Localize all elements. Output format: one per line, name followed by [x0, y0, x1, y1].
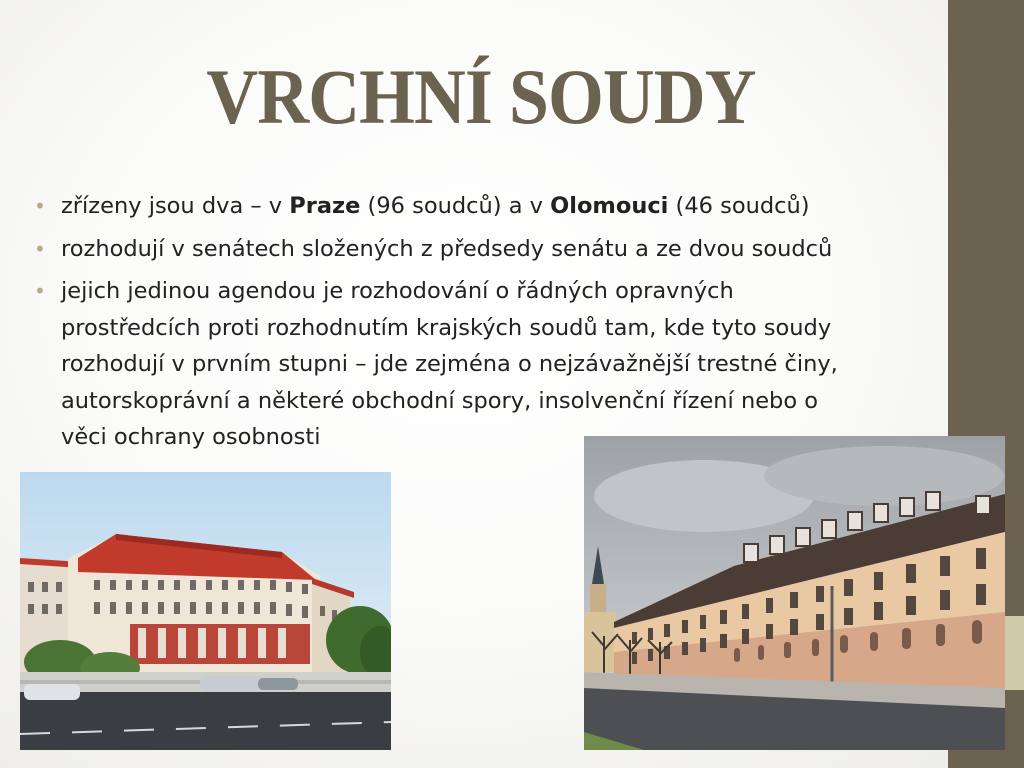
- bullet-1-text-a: zřízeny jsou dva – v: [61, 193, 290, 219]
- bullet-item-1: [34, 188, 934, 225]
- bullet-2-text: rozhodují v senátech složených z předsedy senátu a ze dvou soudců: [61, 235, 833, 262]
- bullet-item-3: [34, 273, 934, 456]
- bullet-1-text-c: (46 soudců): [668, 193, 810, 219]
- bullet-dot-icon: •: [34, 194, 46, 218]
- olomouc-court-photo: [584, 436, 1005, 750]
- bullet-3-line-1: jejich jedinou agendou je rozhodování o řádných opravných: [61, 278, 734, 304]
- side-band-accent: [1005, 616, 1024, 690]
- bullet-3-line-3: rozhodují v prvním stupni – jde zejména o nejzávažnější trestné činy,: [61, 351, 838, 377]
- bullet-1-text-b: (96 soudců) a v: [360, 193, 551, 219]
- olomouc-court-image: [584, 436, 1005, 750]
- bullet-item-2: [34, 231, 934, 268]
- bullet-1-bold-praze: Praze: [289, 193, 361, 219]
- bullet-3-line-2: prostředcích proti rozhodnutím krajských soudů tam, kde tyto soudy: [61, 314, 832, 341]
- bullet-3-line-5: věci ochrany osobnosti: [61, 424, 321, 450]
- bullet-dot-icon: •: [34, 236, 46, 261]
- bullet-list: [34, 188, 934, 462]
- bullet-1-bold-olomouc: Olomouci: [550, 193, 669, 219]
- prague-court-photo: [20, 472, 391, 750]
- prague-court-image: [20, 472, 391, 750]
- bullet-3-line-4: autorskoprávní a některé obchodní spory, insolvenční řízení nebo o: [61, 387, 819, 414]
- slide-title: VRCHNÍ SOUDY: [206, 53, 756, 140]
- bullet-dot-icon: •: [34, 279, 46, 303]
